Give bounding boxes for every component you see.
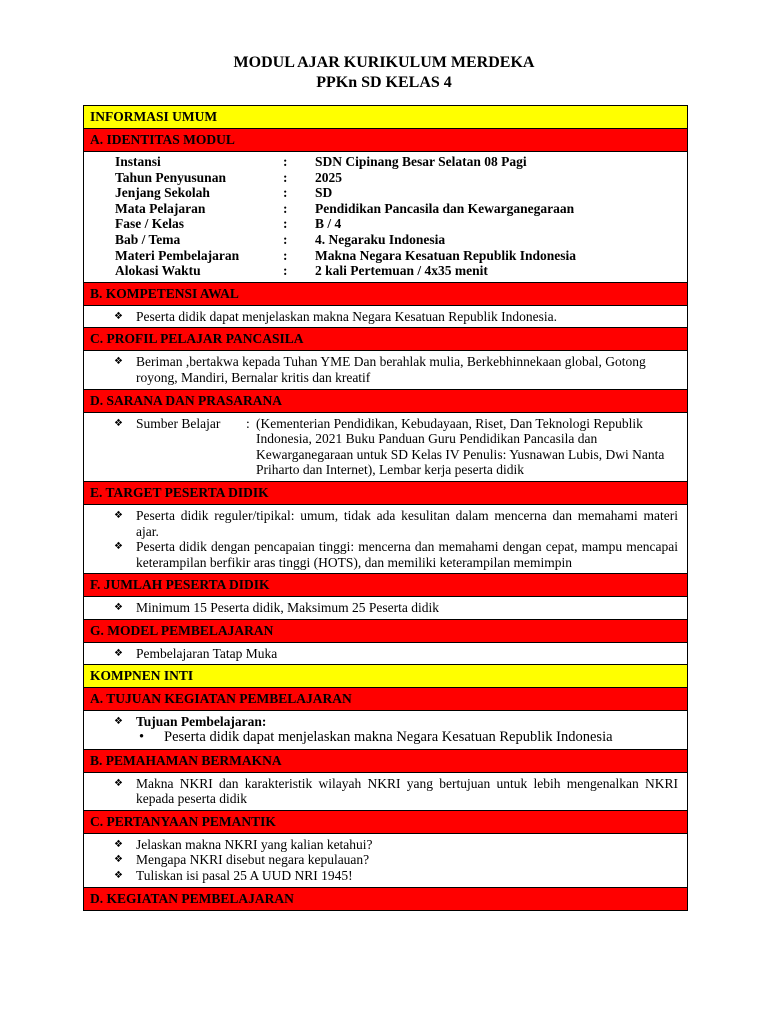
section-profil-pelajar: C. PROFIL PELAJAR PANCASILA (84, 328, 688, 351)
pemahaman-item: ❖ Makna NKRI dan karakteristik wilayah NKRI yang bertujuan untuk lebih mengenalkan NKRI kepada peserta didik (114, 776, 678, 807)
tujuan-item: • Peserta didik dapat menjelaskan makna Negara Kesatuan Republik Indonesia (114, 730, 678, 746)
identitas-value: Pendidikan Pancasila dan Kewarganegaraan (315, 200, 575, 216)
identitas-label: Bab / Tema (115, 231, 181, 247)
section-sarana-prasarana: D. SARANA DAN PRASARANA (84, 389, 688, 412)
section-tujuan-kegiatan: A. TUJUAN KEGIATAN PEMBELAJARAN (84, 688, 688, 711)
profil-item: ❖ Beriman ,bertakwa kepada Tuhan YME Dan berahlak mulia, Berkebhinnekaan global, Gotong royong, Mandiri, Bernalar kritis dan kreatif (114, 354, 678, 385)
identitas-label: Fase / Kelas (115, 216, 184, 232)
jumlah-item: ❖ Minimum 15 Peserta didik, Maksimum 25 Peserta didik (114, 600, 678, 616)
sarana-sep: : (246, 415, 250, 431)
identitas-value: SDN Cipinang Besar Selatan 08 Pagi (315, 154, 527, 169)
identitas-value: 2025 (315, 169, 342, 185)
section-target-peserta: E. TARGET PESERTA DIDIK (84, 481, 688, 504)
identitas-grid (115, 154, 678, 279)
identitas-value: SD (315, 185, 333, 201)
identitas-sep: : (283, 185, 288, 201)
sarana-item (114, 416, 678, 478)
identitas-label: Materi Pembelajaran (115, 247, 240, 263)
section-kompetensi-awal: B. KOMPETENSI AWAL (84, 282, 688, 305)
pertanyaan-item: ❖ Jelaskan makna NKRI yang kalian ketahui? (114, 837, 678, 853)
pertanyaan-item: ❖ Tuliskan isi pasal 25 A UUD NRI 1945! (114, 868, 678, 884)
identitas-sep: : (283, 247, 288, 263)
identitas-label: Tahun Penyusunan (115, 169, 226, 185)
kompetensi-item: ❖ Peserta didik dapat menjelaskan makna Negara Kesatuan Republik Indonesia. (114, 309, 678, 325)
identitas-sep: : (283, 216, 288, 232)
target-item: ❖ Peserta didik dengan pencapaian tinggi: mencerna dan memahami dengan cepat, mampu mencapai keterampilan berfikir aras tinggi (HOTS), dan memiliki keterampilan memimpin (114, 539, 678, 570)
section-pertanyaan-pemantik: C. PERTANYAAN PEMANTIK (84, 810, 688, 833)
identitas-value: 2 kali Pertemuan / 4x35 menit (315, 263, 488, 279)
section-kegiatan-pembelajaran: D. KEGIATAN PEMBELAJARAN (84, 887, 688, 910)
sarana-value: (Kementerian Pendidikan, Kebudayaan, Riset, Dan Teknologi Republik Indonesia, 2021 Buku Panduan Guru Pendidikan Pancasila dan Kewarganegaraan untuk SD Kelas IV Penulis: Yusnawan Lubis, Dwi Nanta Priharto dan Internet), Lembar kerja peserta didik (256, 415, 665, 478)
tujuan-heading: ❖ Tujuan Pembelajaran: (114, 714, 678, 730)
sarana-label: ❖ Sumber Belajar (136, 415, 221, 431)
identitas-label: Mata Pelajaran (115, 200, 206, 216)
model-item: ❖ Pembelajaran Tatap Muka (114, 646, 678, 662)
identitas-value: B / 4 (315, 216, 342, 232)
identitas-value: Makna Negara Kesatuan Republik Indonesia (315, 247, 577, 263)
section-komponen-inti: KOMPNEN INTI (84, 665, 688, 688)
pertanyaan-item: ❖ Mengapa NKRI disebut negara kepulauan? (114, 852, 678, 868)
identitas-label: Instansi (115, 154, 161, 169)
identitas-sep: : (283, 169, 288, 185)
module-table (83, 105, 688, 911)
target-item: ❖ Peserta didik reguler/tipikal: umum, tidak ada kesulitan dalam mencerna dan memahami materi ajar. (114, 508, 678, 539)
identitas-sep: : (283, 154, 288, 169)
document-subtitle: PPKn SD KELAS 4 (316, 74, 452, 91)
identitas-label: Alokasi Waktu (115, 263, 201, 279)
section-informasi-umum: INFORMASI UMUM (84, 106, 688, 129)
identitas-sep: : (283, 200, 288, 216)
identitas-value: 4. Negaraku Indonesia (315, 231, 446, 247)
identitas-label: Jenjang Sekolah (115, 185, 210, 201)
section-jumlah-peserta: F. JUMLAH PESERTA DIDIK (84, 574, 688, 597)
section-pemahaman-bermakna: B. PEMAHAMAN BERMAKNA (84, 749, 688, 772)
identitas-sep: : (283, 263, 288, 279)
section-model-pembelajaran: G. MODEL PEMBELAJARAN (84, 619, 688, 642)
section-identitas-modul: A. IDENTITAS MODUL (84, 129, 688, 152)
identitas-sep: : (283, 231, 288, 247)
document-title: MODUL AJAR KURIKULUM MERDEKA (233, 54, 535, 71)
